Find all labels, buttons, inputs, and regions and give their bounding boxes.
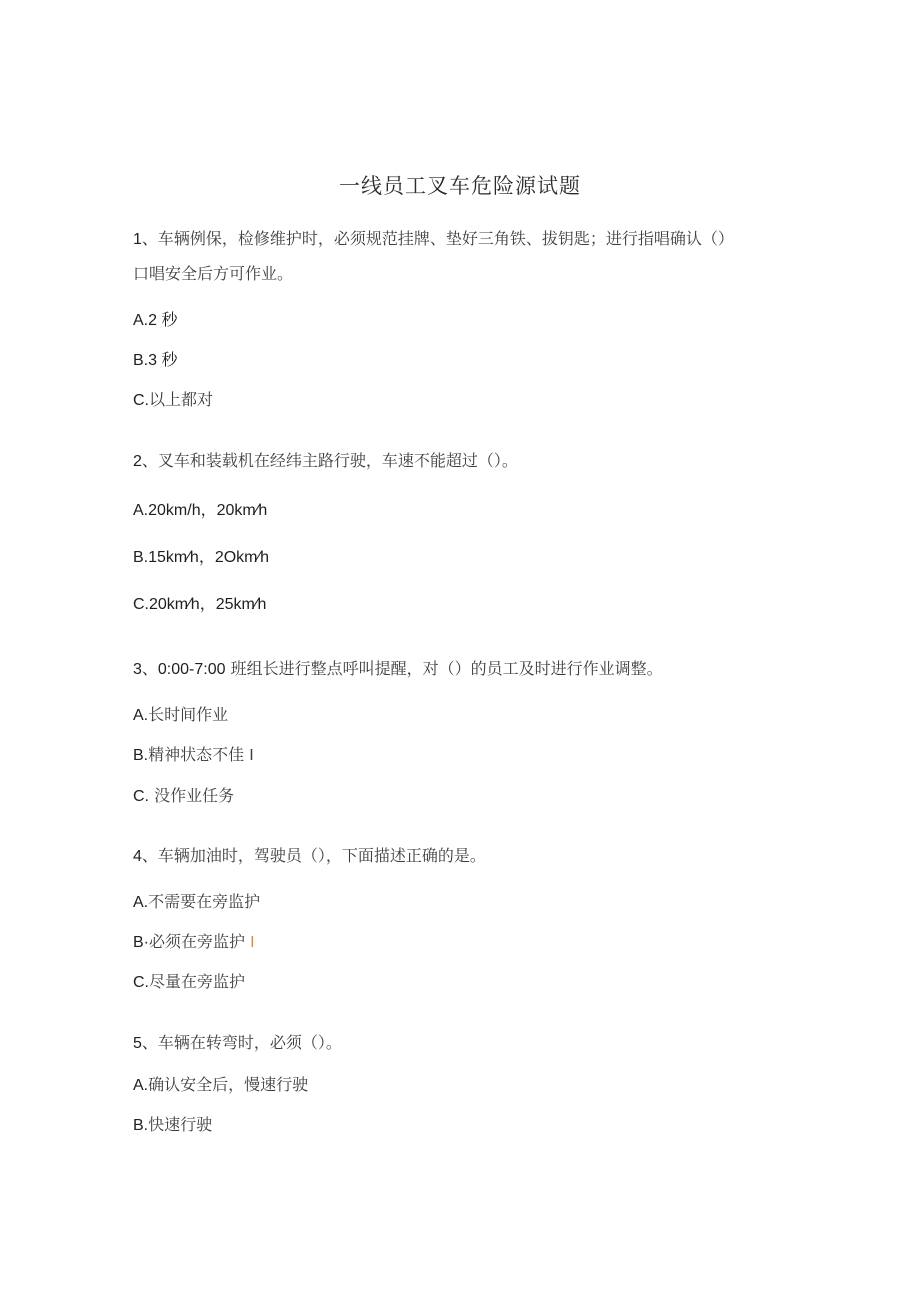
- question-text: 车辆例保，检修维护时，必须规范挂牌、垫好三角铁、拔钥匙；进行指唱确认（）: [157, 229, 734, 248]
- question-text: 车辆在转弯时，必须（）。: [157, 1033, 342, 1052]
- option-1b: [133, 350, 177, 371]
- option-3b: [133, 745, 254, 766]
- option-4b: [133, 932, 255, 953]
- option-letter: B·: [133, 934, 149, 951]
- question-number: 5、: [133, 1035, 158, 1052]
- question-number: 4、: [133, 848, 158, 865]
- stray-mark: I: [250, 934, 255, 951]
- question-number: 1、: [133, 231, 158, 248]
- option-5a: [133, 1075, 308, 1096]
- option-letter: A.: [133, 1077, 149, 1094]
- question-2-line-1: [133, 451, 518, 472]
- stray-mark: I: [249, 747, 254, 764]
- option-5b: [133, 1115, 212, 1136]
- option-letter: C.: [133, 596, 149, 613]
- option-text: 快速行驶: [148, 1115, 213, 1134]
- option-text: 3 秒: [148, 352, 178, 369]
- option-text: 没作业任务: [149, 786, 235, 805]
- option-3a: [133, 705, 228, 726]
- option-text: 尽量在旁监护: [149, 972, 246, 991]
- option-letter: C.: [133, 392, 149, 409]
- option-4c: [133, 972, 245, 993]
- option-2a: [133, 500, 267, 521]
- question-1-line-2: [133, 264, 293, 284]
- question-time-range: 0:00-7:00: [157, 661, 226, 678]
- question-number: 3、: [133, 661, 158, 678]
- option-letter: B.: [133, 1117, 149, 1134]
- question-text-continued: 口唱安全后方可作业。: [133, 264, 294, 283]
- option-text: 20km∕h，25km∕h: [149, 596, 267, 613]
- question-4-line-1: [133, 846, 486, 867]
- option-1c: [133, 390, 213, 411]
- option-text: 以上都对: [149, 390, 214, 409]
- option-letter: C.: [133, 788, 149, 805]
- question-3-line-1: [133, 659, 663, 680]
- option-2b: [133, 547, 269, 568]
- option-letter: B.: [133, 352, 149, 369]
- option-1a: [133, 310, 177, 331]
- question-text: 叉车和装载机在经纬主路行驶，车速不能超过（）。: [157, 451, 518, 470]
- question-1-line-1: [133, 229, 734, 250]
- question-5-line-1: [133, 1033, 342, 1054]
- option-text: 不需要在旁监护: [148, 892, 261, 911]
- option-2c: [133, 594, 266, 615]
- option-text: 2 秒: [148, 312, 178, 329]
- question-number: 2、: [133, 453, 158, 470]
- option-4a: [133, 892, 260, 913]
- option-3c: [133, 786, 234, 807]
- option-letter: A.: [133, 707, 149, 724]
- option-letter: B.: [133, 747, 149, 764]
- option-text: 长时间作业: [148, 705, 229, 724]
- option-letter: B.: [133, 549, 149, 566]
- question-text: 班组长进行整点呼叫提醒，对（）的员工及时进行作业调整。: [225, 659, 663, 678]
- option-text: 15km∕h，2Okm∕h: [148, 549, 270, 566]
- option-text: 20km/h，20km∕h: [148, 502, 268, 519]
- option-letter: C.: [133, 974, 149, 991]
- question-text: 车辆加油时，驾驶员（），下面描述正确的是。: [157, 846, 486, 865]
- option-text: 必须在旁监护: [149, 932, 246, 951]
- option-text: 精神状态不佳: [148, 745, 245, 764]
- option-letter: A.: [133, 312, 149, 329]
- option-letter: A.: [133, 894, 149, 911]
- option-letter: A.: [133, 502, 149, 519]
- document-title: 一线员工叉车危险源试题: [339, 174, 581, 198]
- option-text: 确认安全后，慢速行驶: [148, 1075, 309, 1094]
